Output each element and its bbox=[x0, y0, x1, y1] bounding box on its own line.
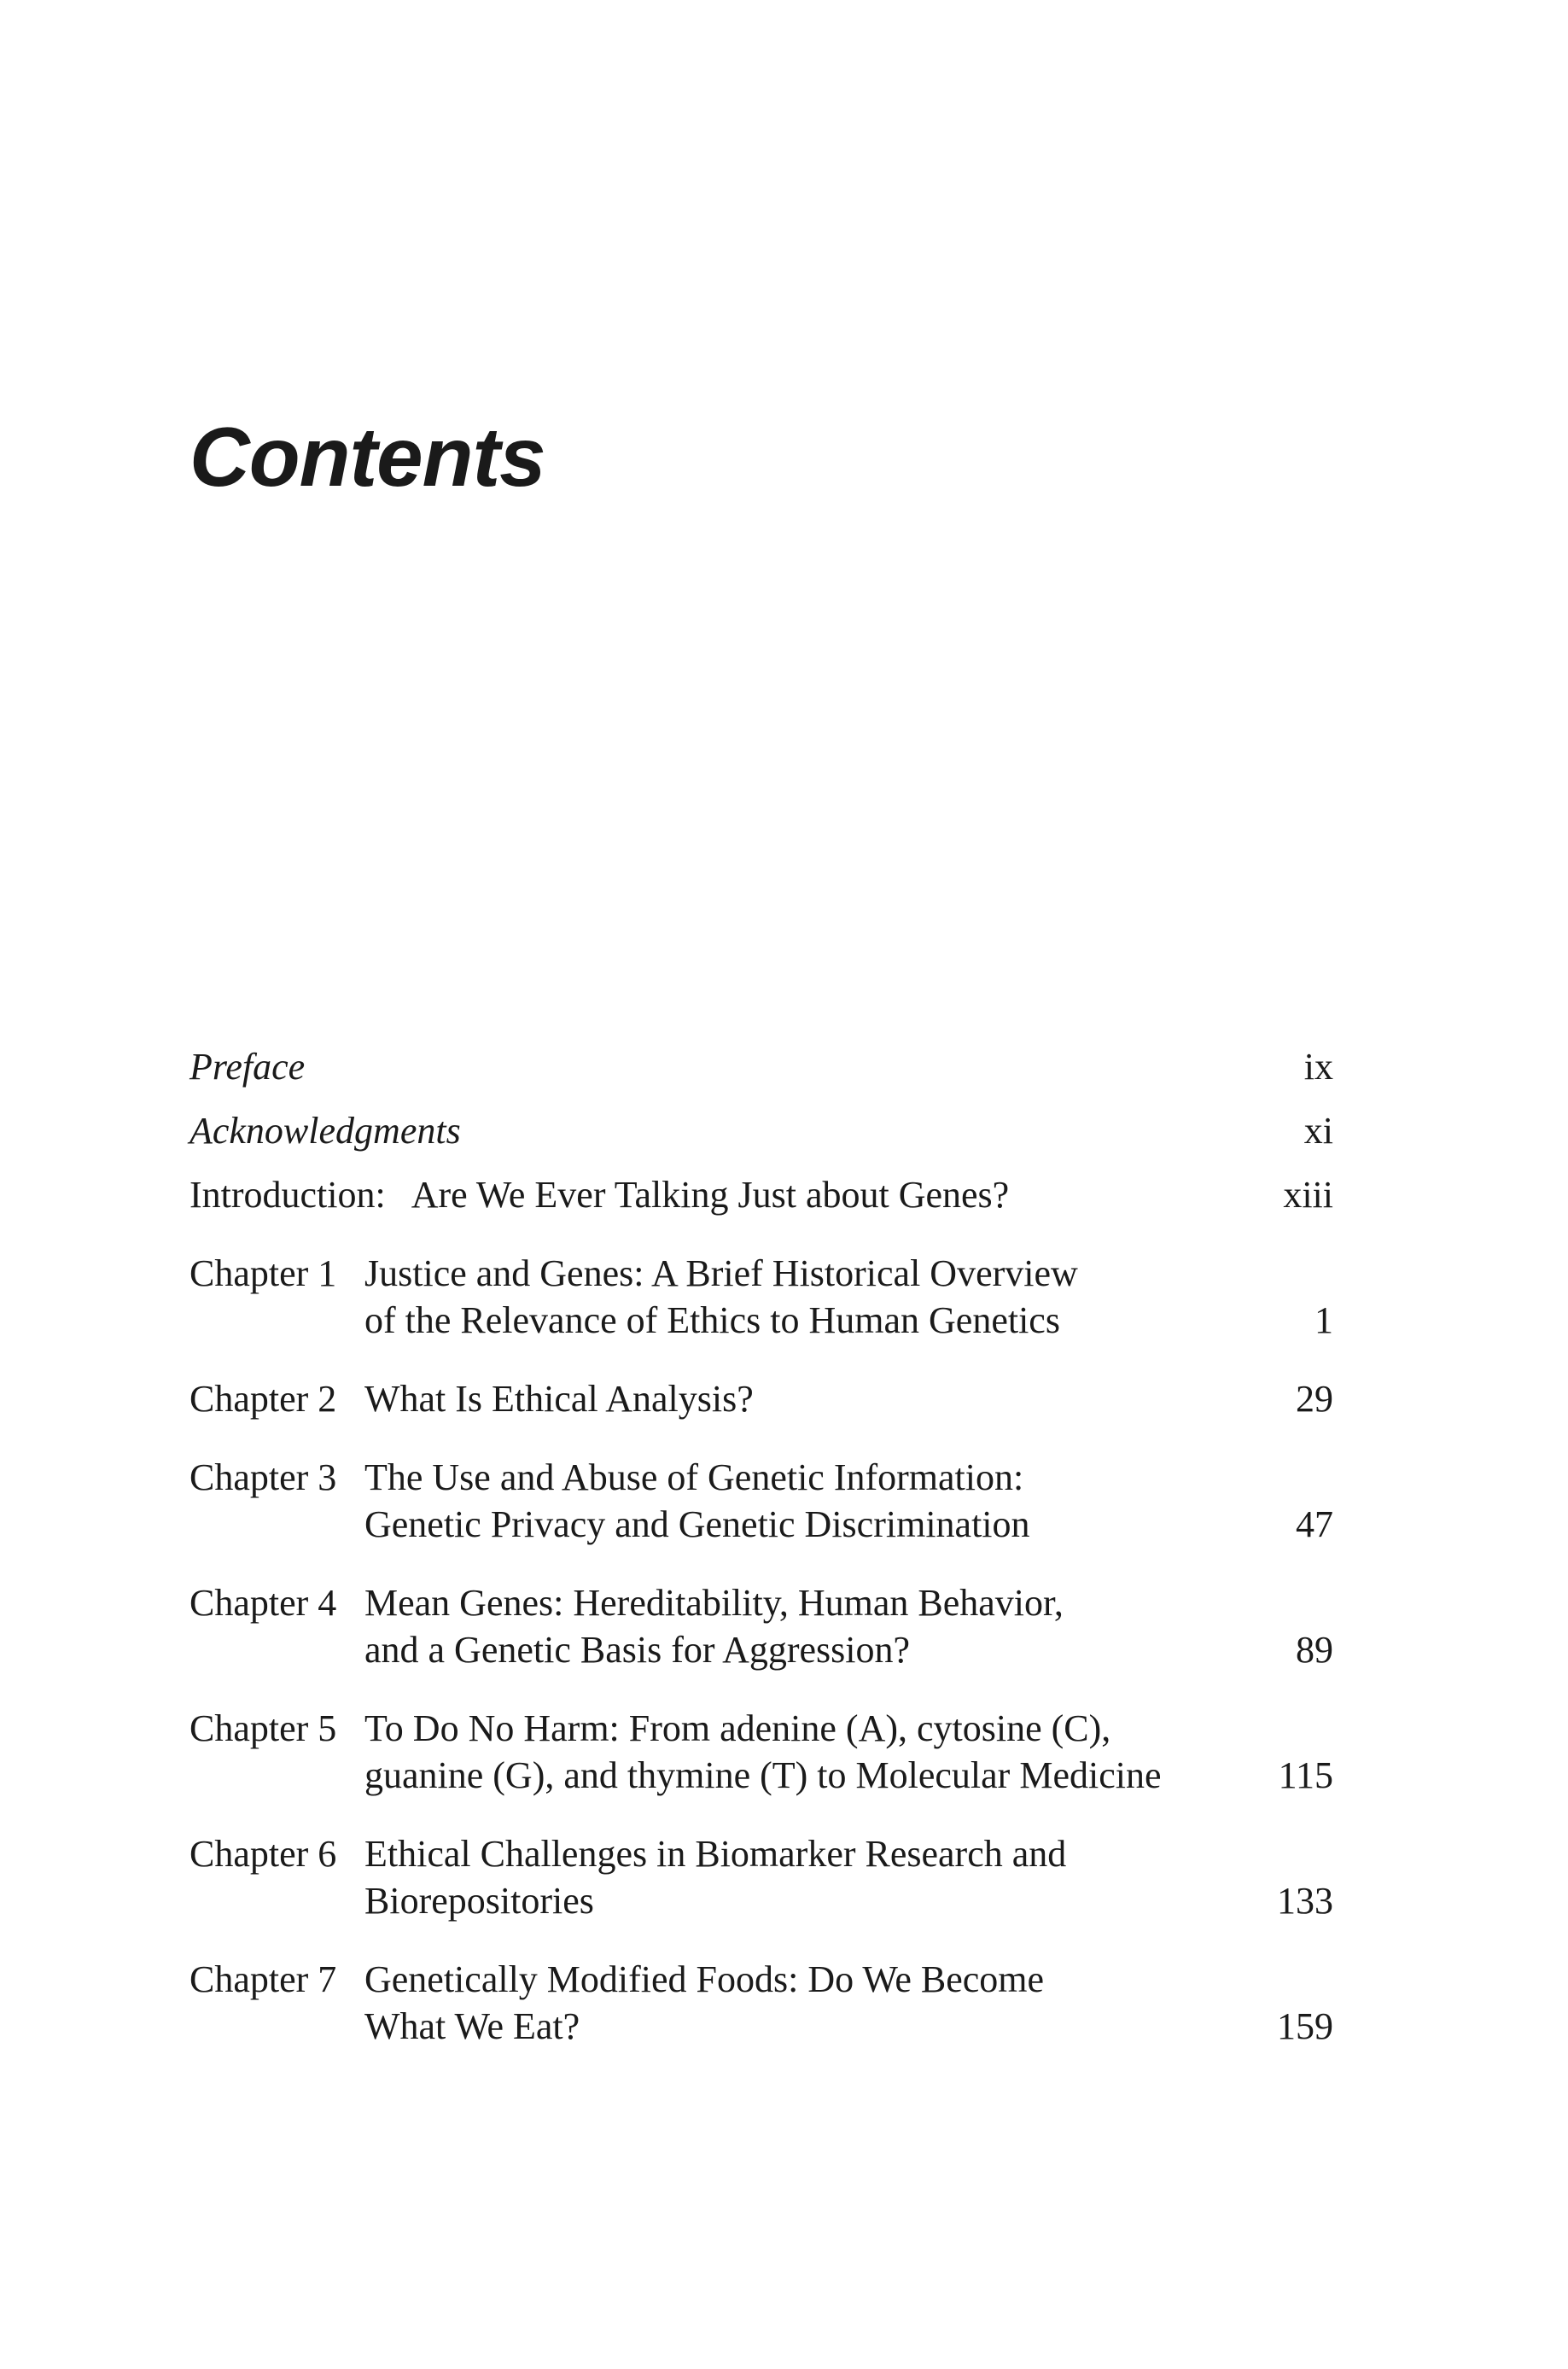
toc-entry-title-line: Biorepositories bbox=[364, 1880, 594, 1922]
toc-entry-page: 47 bbox=[1296, 1503, 1333, 1545]
toc-entry-label: Chapter 5 bbox=[189, 1707, 337, 1749]
table-of-contents bbox=[189, 1043, 1333, 2081]
toc-entry-title-line: Genetically Modified Foods: Do We Become bbox=[364, 1958, 1045, 2000]
toc-entry-title bbox=[411, 1171, 1248, 1218]
toc-entry-page: xi bbox=[1303, 1110, 1333, 1152]
toc-entry-page: 159 bbox=[1277, 2005, 1333, 2047]
page-title: Contents bbox=[189, 410, 545, 504]
toc-entry-title-line: The Use and Abuse of Genetic Information: bbox=[364, 1456, 1024, 1498]
toc-entry-page: 1 bbox=[1314, 1299, 1333, 1341]
toc-entry-title bbox=[364, 1830, 1248, 1924]
toc-entry-title-line: Genetic Privacy and Genetic Discrimination bbox=[364, 1503, 1030, 1545]
toc-entry-title-line: Mean Genes: Hereditability, Human Behavior, bbox=[364, 1582, 1064, 1624]
toc-entry-chapter-5 bbox=[189, 1705, 1333, 1799]
toc-entry-label: Introduction: bbox=[189, 1174, 386, 1216]
toc-entry-page: 115 bbox=[1278, 1754, 1333, 1796]
toc-entry-label: Chapter 1 bbox=[189, 1252, 337, 1294]
toc-entry-title: Acknowledgments bbox=[189, 1110, 461, 1152]
toc-entry-label: Chapter 3 bbox=[189, 1456, 337, 1498]
toc-entry-label: Chapter 2 bbox=[189, 1378, 337, 1420]
toc-entry-chapter-3 bbox=[189, 1454, 1333, 1548]
toc-entry-page: 29 bbox=[1296, 1378, 1333, 1420]
toc-entry-chapter-7 bbox=[189, 1956, 1333, 2050]
toc-entry-page: 133 bbox=[1277, 1880, 1333, 1922]
toc-entry-title-line: What We Eat? bbox=[364, 2005, 580, 2047]
toc-entry-chapter-4 bbox=[189, 1579, 1333, 1673]
toc-entry-introduction bbox=[189, 1171, 1333, 1218]
toc-entry-chapter-6 bbox=[189, 1830, 1333, 1924]
toc-entry-title-line: Are We Ever Talking Just about Genes? bbox=[411, 1174, 1010, 1216]
toc-entry-page: xiii bbox=[1283, 1174, 1333, 1216]
toc-entry-title bbox=[364, 1956, 1248, 2050]
toc-entry-title-line: and a Genetic Basis for Aggression? bbox=[364, 1629, 911, 1671]
toc-entry-chapter-1 bbox=[189, 1250, 1333, 1344]
toc-entry-title-line: of the Relevance of Ethics to Human Genetics bbox=[364, 1299, 1060, 1341]
toc-entry-title-line: To Do No Harm: From adenine (A), cytosine (C), bbox=[364, 1707, 1111, 1749]
toc-entry-title-line: Justice and Genes: A Brief Historical Overview bbox=[364, 1252, 1078, 1294]
toc-entry-label: Chapter 6 bbox=[189, 1833, 337, 1875]
toc-entry-page: ix bbox=[1303, 1046, 1333, 1088]
toc-entry-title bbox=[364, 1454, 1248, 1548]
toc-entry-title-line: What Is Ethical Analysis? bbox=[364, 1378, 754, 1420]
toc-entry-title-line: guanine (G), and thymine (T) to Molecular Medicine bbox=[364, 1754, 1162, 1796]
toc-entry-title bbox=[364, 1375, 1248, 1422]
toc-entry-title bbox=[364, 1250, 1248, 1344]
toc-entry-label: Chapter 7 bbox=[189, 1958, 337, 2000]
toc-entry-chapter-2 bbox=[189, 1375, 1333, 1422]
toc-entry-title bbox=[364, 1705, 1248, 1799]
toc-entry-title: Preface bbox=[189, 1046, 306, 1088]
toc-entry-acknowledgments bbox=[189, 1107, 1333, 1154]
toc-entry-preface bbox=[189, 1043, 1333, 1090]
toc-entry-label: Chapter 4 bbox=[189, 1582, 337, 1624]
toc-entry-page: 89 bbox=[1296, 1629, 1333, 1671]
toc-entry-title-line: Ethical Challenges in Biomarker Research and bbox=[364, 1833, 1067, 1875]
toc-entry-title bbox=[364, 1579, 1248, 1673]
